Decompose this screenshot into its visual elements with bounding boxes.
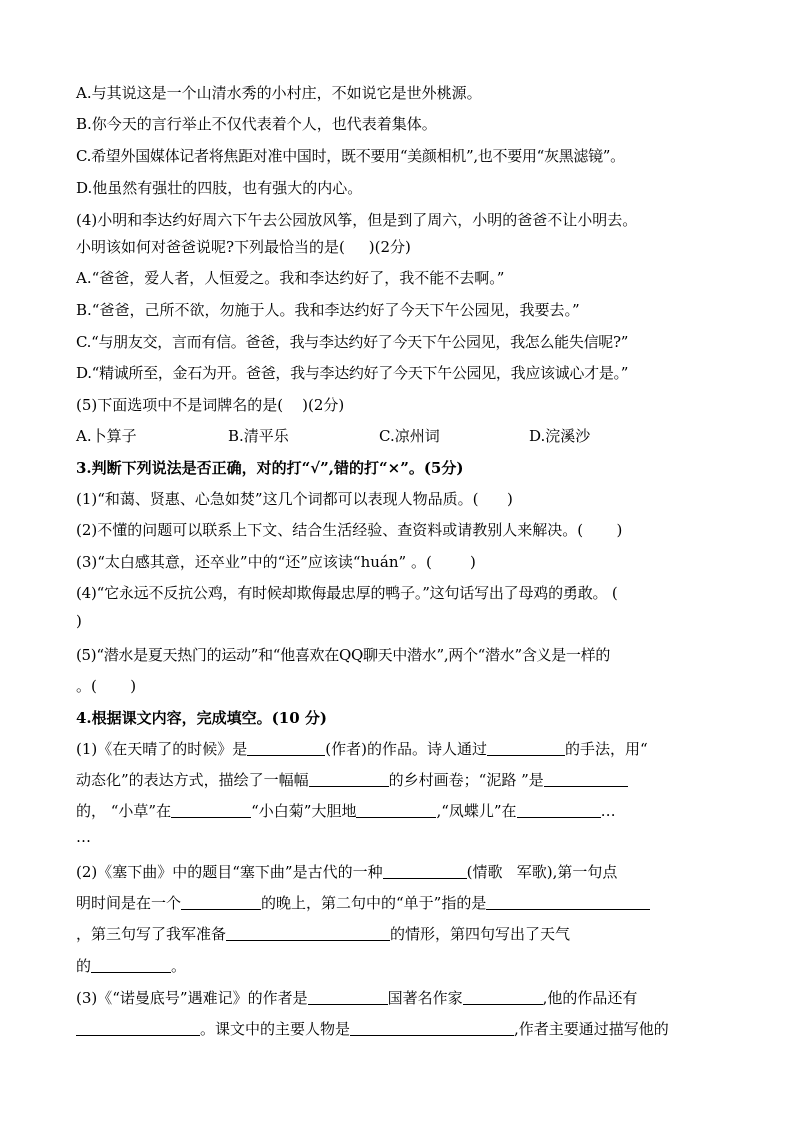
text: D.他虽然有强壮的四肢，也有强大的内心。: [76, 179, 363, 197]
fill-blank[interactable]: [517, 802, 601, 818]
q4-option-b: [76, 300, 726, 320]
fill-1-line4: [76, 827, 726, 847]
text: (4)小明和李达约好周六下午去公园放风筝，但是到了周六，小明的爸爸不让小明去。: [76, 211, 638, 229]
text: (情歌 军歌),第一句点: [466, 863, 618, 881]
q4-option-a: [76, 268, 726, 288]
fill-blank[interactable]: [309, 771, 389, 787]
fill-blank[interactable]: [226, 925, 390, 941]
text: 的， “小草”在: [76, 802, 172, 820]
text: ): [76, 612, 82, 630]
text: (2)不懂的问题可以联系上下文、结合生活经验、查资料或请教别人来解决。( ): [76, 521, 623, 539]
fill-blank[interactable]: [308, 989, 388, 1005]
section-3-heading: [76, 458, 726, 478]
judge-5: [76, 645, 726, 665]
text: 的: [76, 957, 92, 975]
text: 。: [171, 957, 187, 975]
section-4-heading: [76, 708, 726, 728]
fill-blank[interactable]: [356, 802, 436, 818]
option-c-line: [76, 146, 726, 166]
text: ,他的作品还有: [542, 989, 638, 1007]
text: (2)《塞下曲》中的题目“塞下曲”是古代的一种: [76, 863, 383, 881]
fill-blank[interactable]: [247, 740, 325, 756]
text: 明时间是在一个: [76, 894, 182, 912]
text: 的乡村画卷；“泥路 ”是: [388, 771, 544, 789]
judge-2: [76, 520, 726, 540]
text: “小白菊”大胆地: [251, 802, 357, 820]
text: 4.根据课文内容，完成填空。(10 分): [76, 709, 327, 727]
text: (1)《在天晴了的时候》是: [76, 740, 248, 758]
text: (5)下面选项中不是词牌名的是( )(2分): [76, 396, 345, 414]
judge-1: [76, 489, 726, 509]
fill-2-line1: [76, 862, 726, 882]
fill-2-line3: [76, 924, 726, 944]
fill-2-line4: [76, 956, 726, 976]
q4-option-c: [76, 332, 726, 352]
text: (1)“和蔼、贤惠、心急如焚”这几个词都可以表现人物品质。( ): [76, 490, 513, 508]
text: 。课文中的主要人物是: [200, 1020, 351, 1038]
fill-blank[interactable]: [181, 894, 261, 910]
fill-2-line2: [76, 893, 726, 913]
question-5-line: [76, 395, 726, 415]
text: (作者)的作品。诗人通过: [325, 740, 487, 758]
fill-1-line1: [76, 739, 726, 759]
fill-1-line3: [76, 801, 726, 821]
option-d-line: [76, 178, 726, 198]
text: B.“爸爸，己所不欲，勿施于人。我和李达约好了今天下午公园见，我要去。”: [76, 301, 580, 319]
q5-option-b: B.清平乐: [228, 427, 289, 445]
q5-option-c: C.凉州词: [379, 427, 440, 445]
question-4-line1: [76, 210, 726, 230]
fill-3-line1: [76, 988, 726, 1008]
text: ,作者主要通过描写他的: [514, 1020, 669, 1038]
fill-blank[interactable]: [463, 989, 543, 1005]
text: ,“凤蝶儿”在: [436, 802, 517, 820]
fill-blank[interactable]: [544, 771, 628, 787]
text: (3)《“诺曼底号”遇难记》的作者是: [76, 989, 308, 1007]
fill-blank[interactable]: [171, 802, 251, 818]
option-a-line: [76, 83, 726, 103]
fill-blank[interactable]: [350, 1020, 514, 1036]
text: 小明该如何对爸爸说呢?下列最恰当的是( )(2分): [76, 238, 411, 256]
q4-option-d: [76, 363, 726, 383]
text: A.与其说这是一个山清水秀的小村庄，不如说它是世外桃源。: [76, 84, 482, 102]
fill-blank[interactable]: [487, 740, 565, 756]
text: C.希望外国媒体记者将焦距对准中国时，既不要用“美颜相机”,也不要用“灰黑滤镜”。: [76, 147, 625, 165]
text: (3)“太白感其意，还卒业”中的“还”应该读“huán” 。( ): [76, 553, 476, 571]
text: 3.判断下列说法是否正确，对的打“√”,错的打“×”。(5分): [76, 459, 464, 477]
text: 的晚上，第二句中的“单于”指的是: [261, 894, 487, 912]
text: …: [600, 802, 616, 820]
text: A.“爸爸，爱人者，人恒爱之。我和李达约好了，我不能不去啊。”: [76, 269, 505, 287]
judge-4-cont: [76, 611, 726, 631]
fill-blank[interactable]: [91, 957, 171, 973]
judge-4: [76, 583, 726, 603]
text: C.“与朋友交，言而有信。爸爸，我与李达约好了今天下午公园见，我怎么能失信呢?”: [76, 333, 629, 351]
text: (5)“潜水是夏天热门的运动”和“他喜欢在QQ聊天中潜水”,两个“潜水”含义是一样的: [76, 646, 611, 664]
fill-blank[interactable]: [383, 863, 467, 879]
text: (4)“它永远不反抗公鸡，有时候却欺侮最忠厚的鸭子。”这句话写出了母鸡的勇敢。 (: [76, 584, 618, 602]
fill-blank[interactable]: [486, 894, 650, 910]
fill-1-line2: [76, 770, 726, 790]
option-b-line: [76, 114, 726, 134]
judge-3: [76, 552, 726, 572]
text: 动态化”的表达方式，描绘了一幅幅: [76, 771, 309, 789]
text: 国著名作家: [387, 989, 463, 1007]
q5-option-a: A.卜算子: [76, 427, 137, 445]
text: D.“精诚所至，金石为开。爸爸，我与李达约好了今天下午公园见，我应该诚心才是。”: [76, 364, 629, 382]
fill-blank[interactable]: [76, 1020, 200, 1036]
text: ，第三句写了我军准备: [76, 925, 227, 943]
text: 。( ): [76, 677, 137, 695]
fill-3-line2: [76, 1019, 726, 1039]
judge-5-cont: [76, 676, 726, 696]
text: 的手法，用“: [564, 740, 648, 758]
text: B.你今天的言行举止不仅代表着个人，也代表着集体。: [76, 115, 437, 133]
q5-option-d: D.浣溪沙: [529, 427, 591, 445]
text: 的情形，第四句写出了天气: [390, 925, 571, 943]
question-4-line2: [76, 237, 726, 257]
text: …: [76, 828, 91, 846]
